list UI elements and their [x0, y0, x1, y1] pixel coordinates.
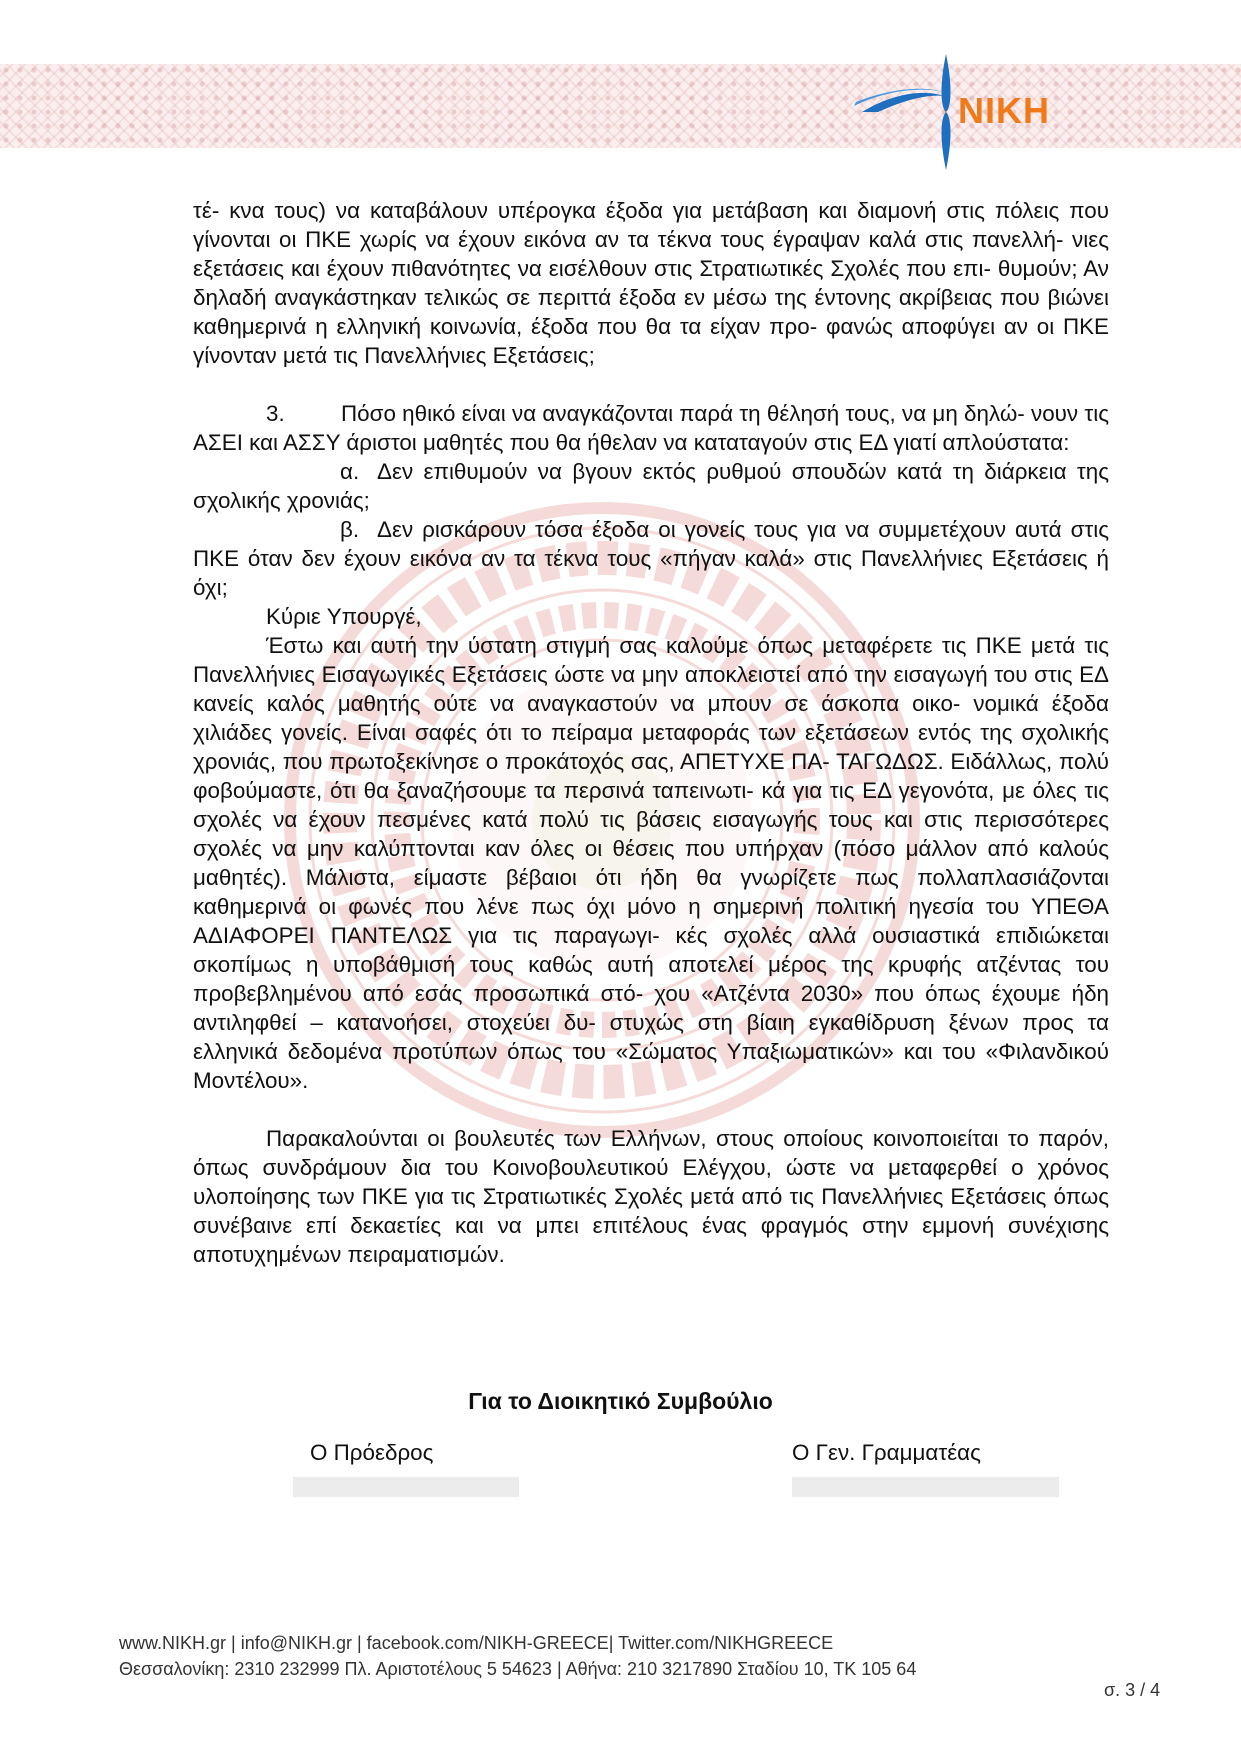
numbered-item-3 — [193, 399, 1109, 457]
item-number: 3. — [266, 401, 285, 426]
president-name-redaction — [293, 1477, 519, 1497]
logo-text: NIKH — [958, 90, 1050, 131]
sub-item-label: β. — [340, 517, 360, 542]
signature-title: Για το Διοικητικό Συμβούλιο — [468, 1388, 773, 1414]
secretary-name-redaction — [792, 1477, 1059, 1497]
sub-item-text: Δεν επιθυμούν να βγουν εκτός ρυθμού σπουδών κατά τη διάρκεια της σχολικής χρονιάς; — [193, 459, 1109, 513]
paragraph: Έστω και αυτή την ύστατη στιγμή σας καλούμε όπως μεταφέρετε τις ΠΚΕ μετά τις Πανελλήνιες Εισαγωγικές Εξετάσεις ώστε να μην αποκλειστεί από την εισαγωγή του στις ΕΔ κανείς καλός μαθητής ούτε να αναγκαστούν να μπουν σε άσκοπα οικο- νομικά έξοδα χιλιάδες γονείς. Είναι σαφές ότι το πείραμα μεταφοράς των εξετάσεων εντός της σχολικής χρονιάς, που πρωτοξεκίνησε ο προκάτοχός σας, ΑΠΕΤΥΧΕ ΠΑ- ΤΑΓΩΔΩΣ. Ειδάλλως, πολύ φοβούμαστε, ότι θα ξαναζήσουμε τα περσινά ταπεινωτι- κά για τις ΕΔ γεγονότα, με όλες τις σχολές να έχουν πεσμένες κατά πολύ τις βάσεις εισαγωγής τους και στις περισσότερες σχολές να μην καλύπτονται καν όλες οι θέσεις που υπήρχαν (πόσο μάλλον από καλούς μαθητές). Μάλιστα, είμαστε βέβαιοι ότι ήδη θα γνωρίζετε πως πολλαπλασιάζονται καθημερινά οι φωνές που λένε πως όχι μόνο η σημερινή πολιτική ηγεσία του ΥΠΕΘΑ ΑΔΙΑΦΟΡΕΙ ΠΑΝΤΕΛΩΣ για τις παραγωγι- κές σχολές αλλά ουσιαστικά επιδιώκεται σκοπίμως η υποβάθμισή τους καθώς αυτή αποτελεί μέρος της κρυφής ατζέντας του προβεβλημένου από εσάς προσωπικά στό- χου «Ατζέντα 2030» που όπως έχουμε ήδη αντιληφθεί – κατανοήσει, στοχεύει δυ- στυχώς στη βίαιη εγκαθίδρυση ξένων προς τα ελληνικά δεδομένα προτύπων όπως του «Σώματος Υπαξιωματικών» και του «Φιλανδικού Μοντέλου». — [193, 633, 1109, 1093]
footer — [119, 1630, 916, 1682]
sub-item-label: α. — [340, 459, 360, 484]
letter-body — [193, 196, 1109, 1269]
president-label: Ο Πρόεδρος — [310, 1440, 434, 1465]
item-text: Πόσο ηθικό είναι να αναγκάζονται παρά τη θέλησή τους, να μη δηλώ- νουν τις ΑΣΕΙ και ΑΣΣΥ άριστοι μαθητές που θα ήθελαν να καταταγούν στις ΕΔ γιατί απλούστατα: — [193, 401, 1109, 455]
paragraph: Παρακαλούνται οι βουλευτές των Ελλήνων, στους οποίους κοινοποιείται το παρόν, όπως συνδράμουν δια του Κοινοβουλευτικού Ελέγχου, ώστε να μεταφερθεί ο χρόνος υλοποίησης των ΠΚΕ για τις Στρατιωτικές Σχολές μετά από τις Πανελλήνιες Εξετάσεις όπως συνέβαινε επί δεκαετίες και να μπει επιτέλους ένας φραγμός στην εμμονή συνέχισης αποτυχημένων πειραματισμών. — [193, 1126, 1109, 1267]
sub-item-b — [193, 515, 1109, 602]
footer-address-line: Θεσσαλονίκη: 2310 232999 Πλ. Αριστοτέλους 5 54623 | Αθήνα: 210 3217890 Σταδίου 10, ΤΚ 105 64 — [119, 1659, 917, 1679]
footer-contact-line: www.NIKH.gr | info@NIKH.gr | facebook.com/NIKH-GREECE| Twitter.com/NIKHGREECE — [119, 1633, 834, 1653]
paragraph: τέ- κνα τους) να καταβάλουν υπέρογκα έξοδα για μετάβαση και διαμονή στις πόλεις που γίνονται οι ΠΚΕ χωρίς να έχουν εικόνα αν τα τέκνα τους έγραψαν καλά στις πανελλή- νιες εξετάσεις και έχουν πιθανότητες να εισέλθουν στις Στρατιωτικές Σχολές που επι- θυμούν; Αν δηλαδή αναγκάστηκαν τελικώς σε περιττά έξοδα εν μέσω της έντονης ακρίβειας που βιώνει καθημερινά η ελληνική κοινωνία, έξοδα που θα τα είχαν προ- φανώς αποφύγει αν οι ΠΚΕ γίνονταν μετά τις Πανελλήνιες Εξετάσεις; — [193, 198, 1109, 368]
sub-item-a — [193, 457, 1109, 515]
salutation: Κύριε Υπουργέ, — [266, 604, 422, 629]
secretary-label: Ο Γεν. Γραμματέας — [792, 1440, 981, 1465]
nikh-logo — [848, 52, 1088, 172]
page-number: σ. 3 / 4 — [1104, 1680, 1161, 1700]
sub-item-text: Δεν ρισκάρουν τόσα έξοδα οι γονείς τους για να συμμετέχουν αυτά στις ΠΚΕ όταν δεν έχουν εικόνα αν τα τέκνα τους «πήγαν καλά» στις Πανελλήνιες Εξετάσεις ή όχι; — [193, 517, 1109, 600]
